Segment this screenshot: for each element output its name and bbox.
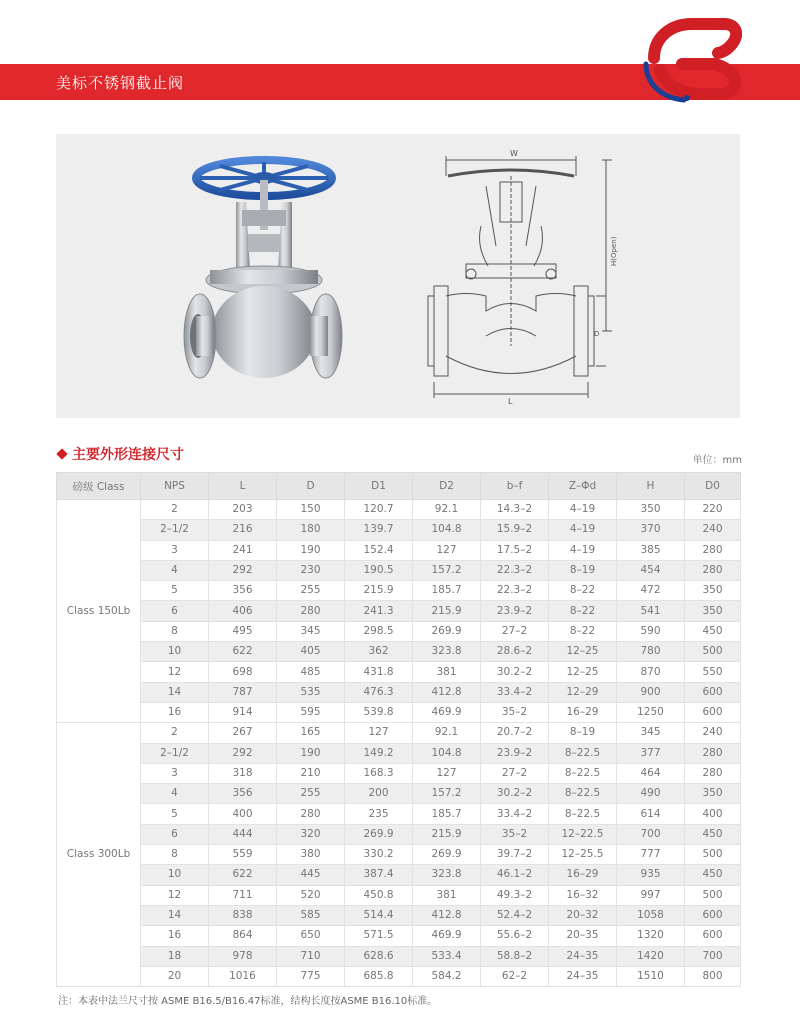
table-cell: 997 [617,885,685,905]
table-cell: 520 [277,885,345,905]
table-cell: 377 [617,743,685,763]
table-cell: 476.3 [345,682,413,702]
table-row [57,885,741,905]
table-cell: 14 [141,682,209,702]
table-row [57,926,741,946]
table-cell: 978 [209,946,277,966]
table-cell: 220 [685,500,741,520]
table-cell: 20 [141,966,209,986]
table-cell: 4 [141,784,209,804]
table-cell: 2–1/2 [141,743,209,763]
table-cell: 62–2 [481,966,549,986]
table-cell: 469.9 [413,926,481,946]
table-row [57,946,741,966]
table-cell: 152.4 [345,540,413,560]
table-cell: 1320 [617,926,685,946]
table-cell: 550 [685,662,741,682]
table-cell: 362 [345,642,413,662]
table-cell: 190.5 [345,560,413,580]
table-cell: 269.9 [345,824,413,844]
table-cell: 500 [685,885,741,905]
table-cell: 622 [209,642,277,662]
table-cell: 35–2 [481,702,549,722]
table-cell: 215.9 [413,824,481,844]
table-cell: 280 [685,560,741,580]
table-cell: 464 [617,763,685,783]
table-row [57,520,741,540]
table-cell: 30.2–2 [481,784,549,804]
table-cell: 685.8 [345,966,413,986]
table-row [57,662,741,682]
table-cell: 16 [141,926,209,946]
table-cell: 22.3–2 [481,560,549,580]
table-cell: 472 [617,581,685,601]
table-row [57,784,741,804]
table-cell: 15.9–2 [481,520,549,540]
table-cell: 12–22.5 [549,824,617,844]
table-row [57,500,741,520]
diamond-bullet-icon [56,448,67,459]
table-cell: 39.7–2 [481,845,549,865]
table-cell: 20–32 [549,905,617,925]
table-cell: 380 [277,845,345,865]
table-cell: 381 [413,885,481,905]
table-cell: 595 [277,702,345,722]
table-cell: 255 [277,581,345,601]
table-cell: 280 [277,804,345,824]
table-cell: 35–2 [481,824,549,844]
table-cell: 345 [277,621,345,641]
table-header-cell: 磅级 Class [57,473,141,500]
table-cell: 3 [141,540,209,560]
table-row [57,621,741,641]
table-cell: 318 [209,763,277,783]
table-cell: 500 [685,642,741,662]
table-cell: 20–35 [549,926,617,946]
table-cell: 400 [209,804,277,824]
table-cell: 600 [685,926,741,946]
table-cell: 280 [685,540,741,560]
table-cell: 935 [617,865,685,885]
table-header-cell: Z–Φd [549,473,617,500]
table-cell: 200 [345,784,413,804]
table-cell: 444 [209,824,277,844]
table-cell: 23.9–2 [481,601,549,621]
table-cell: 127 [413,540,481,560]
table-cell: 8–19 [549,723,617,743]
table-cell: 280 [277,601,345,621]
table-cell: 14.3–2 [481,500,549,520]
table-cell: 590 [617,621,685,641]
table-header-cell: NPS [141,473,209,500]
table-cell: 27–2 [481,763,549,783]
table-cell: 2 [141,723,209,743]
table-cell: 350 [617,500,685,520]
valve-product-photo [176,150,346,390]
table-row [57,824,741,844]
table-cell: 495 [209,621,277,641]
table-cell: 28.6–2 [481,642,549,662]
table-cell: 8–22 [549,621,617,641]
table-cell: 49.3–2 [481,885,549,905]
table-cell: 8 [141,845,209,865]
table-cell: 1016 [209,966,277,986]
table-header-cell: D2 [413,473,481,500]
table-cell: 8–22.5 [549,804,617,824]
table-cell: 838 [209,905,277,925]
table-cell: 584.2 [413,966,481,986]
table-cell: 8 [141,621,209,641]
table-cell: 20.7–2 [481,723,549,743]
brand-logo [632,12,742,104]
table-cell: 30.2–2 [481,662,549,682]
table-cell: 10 [141,642,209,662]
table-cell: 8–22.5 [549,784,617,804]
class-label-cell: Class 300Lb [57,723,141,987]
table-cell: 450 [685,865,741,885]
table-cell: 356 [209,784,277,804]
table-cell: 600 [685,682,741,702]
table-cell: 12–25 [549,662,617,682]
table-cell: 539.8 [345,702,413,722]
table-cell: 33.4–2 [481,682,549,702]
table-row [57,642,741,662]
table-cell: 235 [345,804,413,824]
table-cell: 385 [617,540,685,560]
table-cell: 203 [209,500,277,520]
table-cell: 127 [413,763,481,783]
table-header-cell: L [209,473,277,500]
table-cell: 12–25.5 [549,845,617,865]
table-cell: 8–22 [549,581,617,601]
table-row [57,905,741,925]
table-cell: 710 [277,946,345,966]
table-cell: 8–22 [549,601,617,621]
table-cell: 1420 [617,946,685,966]
table-cell: 800 [685,966,741,986]
table-cell: 58.8–2 [481,946,549,966]
table-cell: 16 [141,702,209,722]
table-cell: 870 [617,662,685,682]
table-cell: 3 [141,763,209,783]
table-cell: 292 [209,560,277,580]
table-cell: 431.8 [345,662,413,682]
table-row [57,804,741,824]
table-cell: 585 [277,905,345,925]
table-cell: 16–29 [549,865,617,885]
table-row [57,560,741,580]
table-cell: 485 [277,662,345,682]
table-cell: 149.2 [345,743,413,763]
table-row [57,581,741,601]
class-label-cell: Class 150Lb [57,500,141,723]
table-cell: 185.7 [413,581,481,601]
table-cell: 280 [685,743,741,763]
table-cell: 157.2 [413,560,481,580]
table-cell: 571.5 [345,926,413,946]
table-row [57,723,741,743]
table-cell: 267 [209,723,277,743]
table-cell: 628.6 [345,946,413,966]
table-cell: 405 [277,642,345,662]
table-cell: 1510 [617,966,685,986]
table-cell: 406 [209,601,277,621]
table-cell: 345 [617,723,685,743]
table-cell: 787 [209,682,277,702]
table-cell: 18 [141,946,209,966]
table-row [57,763,741,783]
table-cell: 8–22.5 [549,743,617,763]
table-row [57,702,741,722]
unit-label: 单位：mm [692,455,742,466]
table-cell: 157.2 [413,784,481,804]
table-cell: 12 [141,885,209,905]
table-header-row [57,473,741,500]
table-row [57,845,741,865]
table-cell: 23.9–2 [481,743,549,763]
table-cell: 12 [141,662,209,682]
table-cell: 16–29 [549,702,617,722]
table-cell: 190 [277,743,345,763]
table-cell: 350 [685,581,741,601]
table-cell: 269.9 [413,845,481,865]
table-header-cell: b–f [481,473,549,500]
table-cell: 381 [413,662,481,682]
table-cell: 914 [209,702,277,722]
table-row [57,601,741,621]
table-header-cell: D [277,473,345,500]
table-cell: 559 [209,845,277,865]
table-cell: 185.7 [413,804,481,824]
table-cell: 1250 [617,702,685,722]
table-cell: 55.6–2 [481,926,549,946]
valve-technical-drawing [426,146,626,406]
table-cell: 216 [209,520,277,540]
table-cell: 323.8 [413,642,481,662]
table-cell: 330.2 [345,845,413,865]
table-cell: 700 [685,946,741,966]
section-title: 主要外形连接尺寸 [58,444,184,464]
table-cell: 469.9 [413,702,481,722]
table-cell: 16–32 [549,885,617,905]
table-row [57,682,741,702]
table-cell: 52.4–2 [481,905,549,925]
table-cell: 700 [617,824,685,844]
table-cell: 780 [617,642,685,662]
table-cell: 127 [345,723,413,743]
table-cell: 2 [141,500,209,520]
table-cell: 4–19 [549,540,617,560]
table-cell: 8–19 [549,560,617,580]
table-cell: 698 [209,662,277,682]
table-cell: 46.1–2 [481,865,549,885]
table-cell: 180 [277,520,345,540]
table-cell: 490 [617,784,685,804]
table-cell: 777 [617,845,685,865]
table-cell: 4 [141,560,209,580]
table-cell: 500 [685,845,741,865]
table-row [57,966,741,986]
table-cell: 298.5 [345,621,413,641]
table-cell: 240 [685,520,741,540]
table-cell: 614 [617,804,685,824]
table-cell: 356 [209,581,277,601]
table-cell: 255 [277,784,345,804]
table-cell: 150 [277,500,345,520]
table-cell: 4–19 [549,520,617,540]
table-cell: 12–25 [549,642,617,662]
table-cell: 412.8 [413,905,481,925]
table-cell: 215.9 [345,581,413,601]
table-cell: 292 [209,743,277,763]
table-cell: 535 [277,682,345,702]
table-cell: 139.7 [345,520,413,540]
table-cell: 412.8 [413,682,481,702]
table-cell: 14 [141,905,209,925]
table-cell: 600 [685,905,741,925]
table-cell: 450.8 [345,885,413,905]
table-cell: 241 [209,540,277,560]
table-cell: 12–29 [549,682,617,702]
table-row [57,540,741,560]
drawing-label-h: H(Open) [610,236,618,266]
table-cell: 92.1 [413,723,481,743]
table-cell: 4–19 [549,500,617,520]
table-cell: 350 [685,601,741,621]
table-cell: 6 [141,601,209,621]
drawing-label-d: D [594,330,600,338]
table-cell: 215.9 [413,601,481,621]
table-cell: 165 [277,723,345,743]
table-cell: 27–2 [481,621,549,641]
table-cell: 230 [277,560,345,580]
table-cell: 5 [141,581,209,601]
table-cell: 323.8 [413,865,481,885]
dimension-table [56,472,741,987]
table-cell: 650 [277,926,345,946]
footnote: 注：本表中法兰尺寸按 ASME B16.5/B16.47标准，结构长度按ASME B16.10标准。 [58,996,438,1007]
table-cell: 711 [209,885,277,905]
table-cell: 514.4 [345,905,413,925]
table-cell: 445 [277,865,345,885]
table-row [57,865,741,885]
table-cell: 5 [141,804,209,824]
table-cell: 280 [685,763,741,783]
page-title: 美标不锈钢截止阀 [56,74,185,92]
product-image-panel [56,134,740,418]
drawing-label-l: L [508,397,513,406]
table-cell: 370 [617,520,685,540]
table-cell: 600 [685,702,741,722]
table-cell: 450 [685,824,741,844]
table-header-cell: H [617,473,685,500]
table-cell: 622 [209,865,277,885]
table-cell: 533.4 [413,946,481,966]
table-cell: 2–1/2 [141,520,209,540]
table-cell: 104.8 [413,743,481,763]
table-cell: 104.8 [413,520,481,540]
table-header-cell: D1 [345,473,413,500]
table-cell: 22.3–2 [481,581,549,601]
table-cell: 387.4 [345,865,413,885]
table-cell: 240 [685,723,741,743]
table-cell: 33.4–2 [481,804,549,824]
table-row [57,743,741,763]
table-cell: 541 [617,601,685,621]
table-cell: 120.7 [345,500,413,520]
table-cell: 168.3 [345,763,413,783]
table-cell: 10 [141,865,209,885]
table-cell: 900 [617,682,685,702]
table-cell: 454 [617,560,685,580]
table-cell: 320 [277,824,345,844]
table-cell: 17.5–2 [481,540,549,560]
table-cell: 241.3 [345,601,413,621]
table-cell: 8–22.5 [549,763,617,783]
table-cell: 6 [141,824,209,844]
table-cell: 400 [685,804,741,824]
table-cell: 24–35 [549,946,617,966]
table-cell: 24–35 [549,966,617,986]
table-cell: 269.9 [413,621,481,641]
table-cell: 190 [277,540,345,560]
table-header-cell: D0 [685,473,741,500]
table-cell: 1058 [617,905,685,925]
table-cell: 864 [209,926,277,946]
table-cell: 450 [685,621,741,641]
table-cell: 775 [277,966,345,986]
table-cell: 350 [685,784,741,804]
drawing-label-w: W [510,149,518,158]
table-cell: 210 [277,763,345,783]
table-cell: 92.1 [413,500,481,520]
